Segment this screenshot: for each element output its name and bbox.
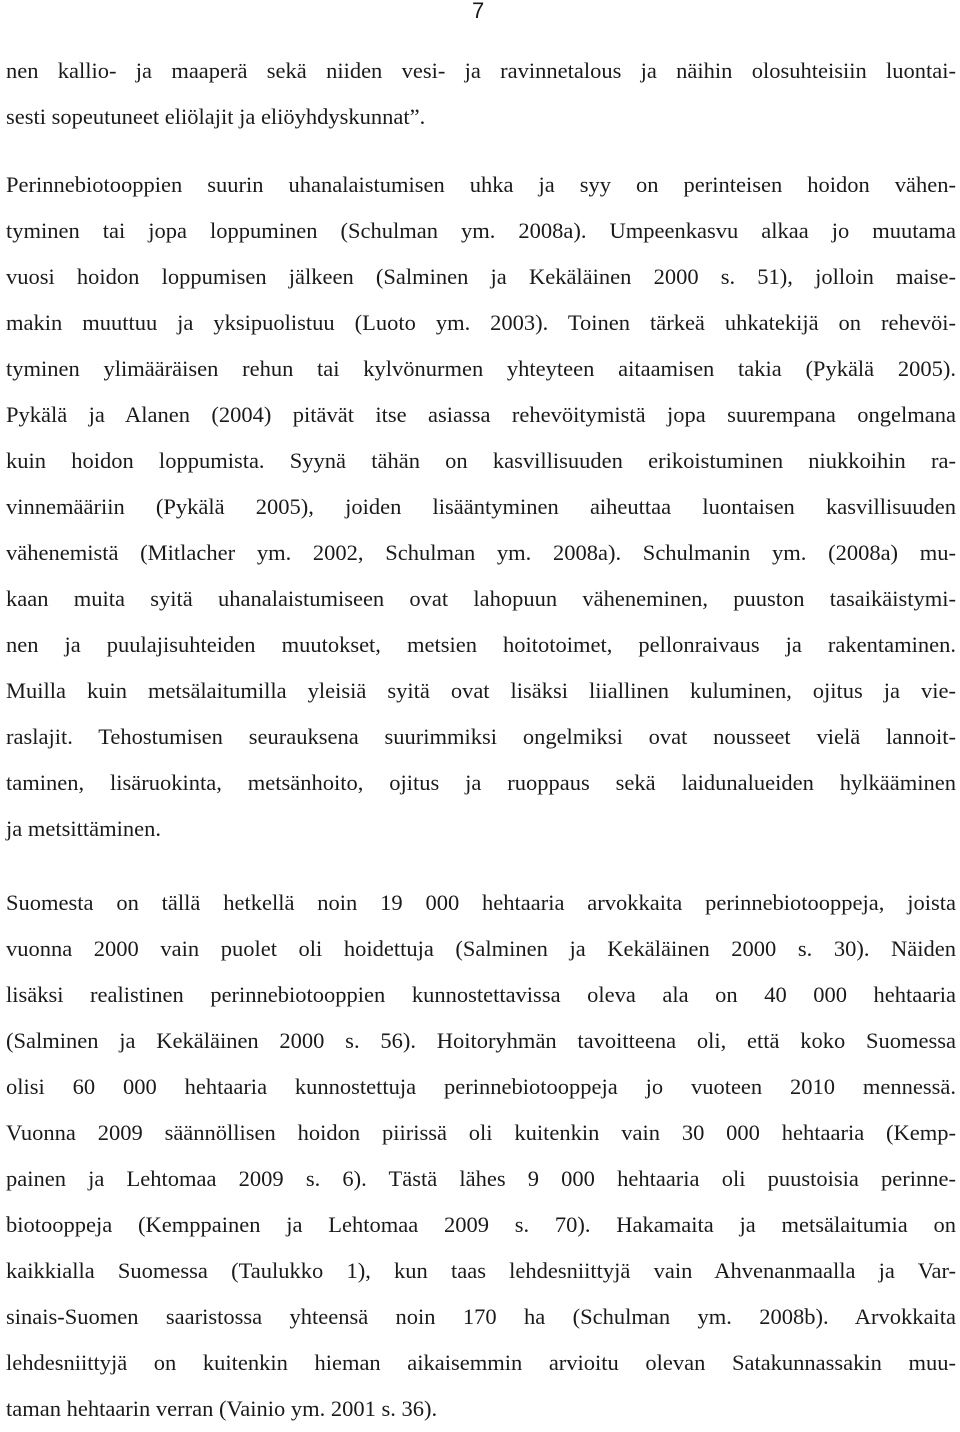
text-line: ja metsittäminen. [6,816,161,841]
text-line: (Salminen ja Kekäläinen 2000 s. 56). Hoitoryhmän tavoitteena oli, että koko Suomessa [6,1028,956,1053]
paragraph-2 [6,162,956,852]
text-line: nen kallio- ja maaperä sekä niiden vesi- ja ravinnetalous ja näihin olosuhteisiin luontai- [6,58,956,83]
text-line: makin muuttuu ja yksipuolistuu (Luoto ym. 2003). Toinen tärkeä uhkatekijä on rehevöi- [6,310,956,335]
text-line: raslajit. Tehostumisen seurauksena suurimmiksi ongelmiksi ovat nousseet vielä lannoit- [6,724,956,749]
text-line: olisi 60 000 hehtaaria kunnostettuja perinnebiotooppeja jo vuoteen 2010 mennessä. [6,1074,956,1099]
text-line: tyminen ylimääräisen rehun tai kylvönurmen yhteyteen aitaamisen takia (Pykälä 2005). [6,356,956,381]
text-line: kaikkialla Suomessa (Taulukko 1), kun taas lehdesniittyjä vain Ahvenanmaalla ja Var- [6,1258,956,1283]
text-line: sesti sopeutuneet eliölajit ja eliöyhdyskunnat”. [6,104,426,129]
paragraph-1 [6,48,956,140]
text-line: nen ja puulajisuhteiden muutokset, metsien hoitotoimet, pellonraivaus ja rakentaminen. [6,632,956,657]
text-line: lehdesniittyjä on kuitenkin hieman aikaisemmin arvioitu olevan Satakunnassakin muu- [6,1350,956,1375]
text-line: vähenemistä (Mitlacher ym. 2002, Schulman ym. 2008a). Schulmanin ym. (2008a) mu- [6,540,956,565]
text-line: sinais-Suomen saaristossa yhteensä noin 170 ha (Schulman ym. 2008b). Arvokkaita [6,1304,956,1329]
text-line: vinnemääriin (Pykälä 2005), joiden lisääntyminen aiheuttaa luontaisen kasvillisuuden [6,494,956,519]
page-number: 7 [472,0,485,23]
text-line: taminen, lisäruokinta, metsänhoito, ojitus ja ruoppaus sekä laidunalueiden hylkääminen [6,770,956,795]
text-line: Pykälä ja Alanen (2004) pitävät itse asiassa rehevöitymistä jopa suurempana ongelmana [6,402,956,427]
text-line: vuosi hoidon loppumisen jälkeen (Salminen ja Kekäläinen 2000 s. 51), jolloin maise- [6,264,956,289]
text-line: vuonna 2000 vain puolet oli hoidettuja (Salminen ja Kekäläinen 2000 s. 30). Näiden [6,936,956,961]
text-line: Suomesta on tällä hetkellä noin 19 000 hehtaaria arvokkaita perinnebiotooppeja, joista [6,890,956,915]
text-line: tyminen tai jopa loppuminen (Schulman ym. 2008a). Umpeenkasvu alkaa jo muutama [6,218,956,243]
text-line: Perinnebiotooppien suurin uhanalaistumisen uhka ja syy on perinteisen hoidon vähen- [6,172,956,197]
text-line: Vuonna 2009 säännöllisen hoidon piirissä oli kuitenkin vain 30 000 hehtaaria (Kemp- [6,1120,956,1145]
text-line: kaan muita syitä uhanalaistumiseen ovat lahopuun väheneminen, puuston tasaikäistymi- [6,586,956,611]
text-line: painen ja Lehtomaa 2009 s. 6). Tästä lähes 9 000 hehtaaria oli puustoisia perinne- [6,1166,956,1191]
text-line: kuin hoidon loppumista. Syynä tähän on kasvillisuuden erikoistuminen niukkoihin ra- [6,448,956,473]
paragraph-3 [6,880,956,1432]
text-line: taman hehtaarin verran (Vainio ym. 2001 s. 36). [6,1396,438,1421]
text-line: Muilla kuin metsälaitumilla yleisiä syitä ovat lisäksi liiallinen kuluminen, ojitus ja vie- [6,678,956,703]
text-line: lisäksi realistinen perinnebiotooppien kunnostettavissa oleva ala on 40 000 hehtaaria [6,982,956,1007]
text-line: biotooppeja (Kemppainen ja Lehtomaa 2009 s. 70). Hakamaita ja metsälaitumia on [6,1212,956,1237]
